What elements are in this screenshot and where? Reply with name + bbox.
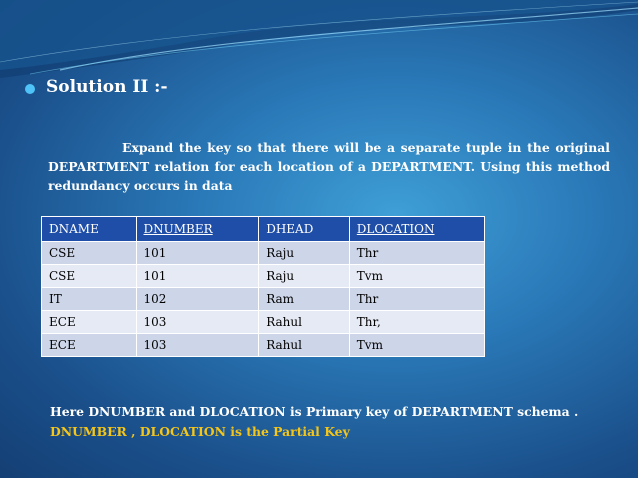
department-table: [41, 216, 485, 357]
table-cell: ECE: [42, 311, 137, 334]
table-cell: 101: [136, 265, 259, 288]
table-cell: Ram: [259, 288, 350, 311]
table-cell: CSE: [42, 242, 137, 265]
bullet-icon: [25, 84, 35, 94]
table-cell: Thr,: [349, 311, 484, 334]
column-header-dname: DNAME: [42, 217, 137, 242]
table-cell: Thr: [349, 242, 484, 265]
table-row: [42, 311, 485, 334]
table-cell: Tvm: [349, 265, 484, 288]
column-header-dhead: DHEAD: [259, 217, 350, 242]
table-cell: Rahul: [259, 311, 350, 334]
column-header-dlocation: DLOCATION: [349, 217, 484, 242]
table-cell: 103: [136, 334, 259, 357]
table-header-row: [42, 217, 485, 242]
table-cell: 103: [136, 311, 259, 334]
column-header-dnumber: DNUMBER: [136, 217, 259, 242]
table-row: [42, 242, 485, 265]
table-cell: Raju: [259, 242, 350, 265]
table-cell: 102: [136, 288, 259, 311]
slide-heading: Solution II :-: [46, 77, 168, 97]
table-cell: Raju: [259, 265, 350, 288]
paragraph-text: Expand the key so that there will be a separate tuple in the original DEPARTMENT relation for each location of a DEPARTMENT. Using this method redundancy occurs in data: [48, 140, 610, 193]
table-cell: Thr: [349, 288, 484, 311]
explanation-paragraph: [48, 138, 610, 195]
table-row: [42, 265, 485, 288]
table-row: [42, 288, 485, 311]
table-cell: ECE: [42, 334, 137, 357]
primary-key-note: Here DNUMBER and DLOCATION is Primary key of DEPARTMENT schema .: [50, 404, 579, 419]
table-cell: Tvm: [349, 334, 484, 357]
table-cell: IT: [42, 288, 137, 311]
table-cell: Rahul: [259, 334, 350, 357]
table-cell: 101: [136, 242, 259, 265]
decorative-swoosh: [0, 0, 638, 80]
table-row: [42, 334, 485, 357]
partial-key-note: DNUMBER , DLOCATION is the Partial Key: [50, 424, 350, 439]
table-cell: CSE: [42, 265, 137, 288]
